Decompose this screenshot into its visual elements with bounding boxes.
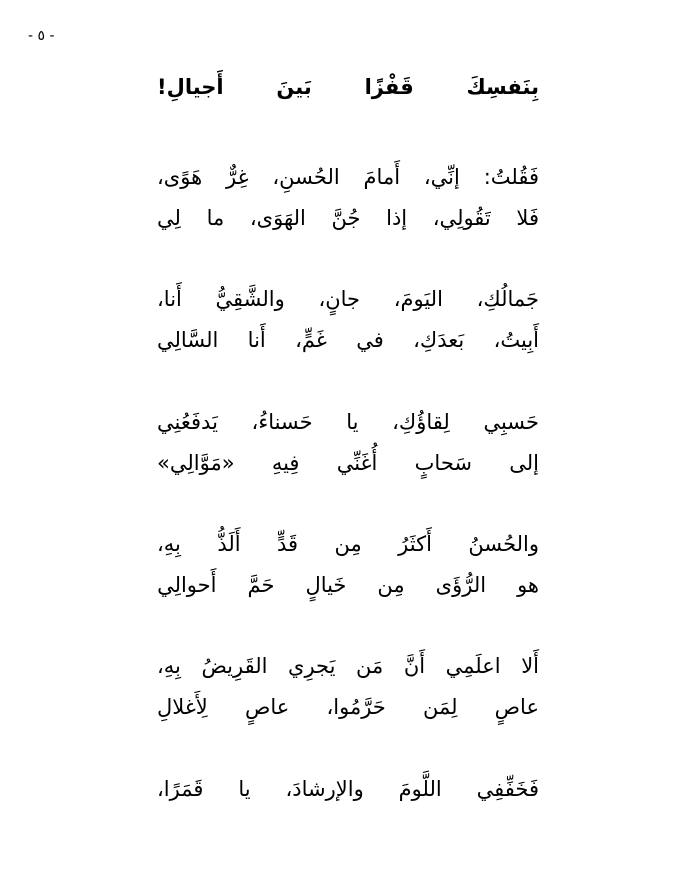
poem-line [157, 405, 539, 439]
poem-word: يَدفَعُنِي [157, 410, 218, 434]
poem-word: والشَّقِيُّ [215, 287, 285, 311]
poem-word: لِمَن [422, 695, 458, 719]
poem-word: فِيهِ [271, 451, 300, 475]
poem-word: لِقاؤُكِ، [392, 410, 450, 434]
poem-word: هَوًى، [157, 165, 203, 189]
poem-word: بِهِ، [157, 532, 181, 556]
poem-word: غِرٌّ [225, 165, 249, 189]
poem-word: مَن [356, 654, 384, 678]
poem-word: بِهِ، [157, 654, 181, 678]
poem-word: حَمَّ [247, 573, 275, 597]
poem-word: بِنَفسِكَ [466, 75, 539, 99]
poem-word: يا [238, 777, 251, 801]
poem-line [157, 690, 539, 724]
poem-word: اعلَمِي [445, 654, 501, 678]
page-number: - ٥ - [28, 28, 55, 44]
poem-word: أَكثَرُ [398, 532, 432, 556]
poem-word: «مَوَّالِي» [157, 451, 235, 475]
poem-word: أَحوالِي [157, 573, 217, 597]
poem-line [157, 323, 539, 357]
poem-line [157, 568, 539, 602]
poem-word: هو [517, 573, 539, 597]
poem-word: أَنَّ [403, 654, 426, 678]
poem-word: اللَّومَ [398, 777, 442, 801]
poem-word: أَبِيتُ، [493, 328, 539, 352]
poem-word: الرُّؤَى [435, 573, 487, 597]
poem-word: الحُسنِ، [272, 165, 340, 189]
poem-word: قَدٍّ [277, 532, 299, 556]
poem-word: في [356, 328, 384, 352]
poem-word: يَجرِي [288, 654, 336, 678]
poem-line [157, 160, 539, 194]
poem-word: إذا [386, 206, 408, 230]
poem-word: القَرِيضُ [201, 654, 268, 678]
poem-word: قَفْزًا [364, 75, 414, 99]
poem-word: أُغَنِّي [336, 451, 378, 475]
poem-word: حَسبِي [483, 410, 539, 434]
poem-word: اليَومَ، [393, 287, 443, 311]
poem-word: بَعدَكِ، [413, 328, 465, 352]
poem-word: أَنا، [157, 287, 182, 311]
poem-word: فَلا [516, 206, 539, 230]
poem-word: حَسناءُ، [251, 410, 313, 434]
poem-word: إنِّي، [423, 165, 460, 189]
poem-word: فَقُلتُ: [483, 165, 539, 189]
poem-line [157, 527, 539, 561]
poem-word: عاصٍ [494, 695, 539, 719]
poem-line [157, 70, 539, 104]
poem-word: بَينَ [276, 75, 312, 99]
poem-word: فَخَفِّفِي [476, 777, 539, 801]
poem-word: والإرشادَ، [285, 777, 364, 801]
poem-word: مِن [377, 573, 405, 597]
poem-word: جُنَّ [331, 206, 361, 230]
poem-word: أَنا [247, 328, 266, 352]
poem-word: حَرَّمُوا، [326, 695, 386, 719]
poem-word: يا [346, 410, 359, 434]
poem-word: جانٍ، [318, 287, 361, 311]
poem-line [157, 201, 539, 235]
poem-word: سَحابٍ [414, 451, 472, 475]
poem-word: لِي [157, 206, 181, 230]
poem-word: عاصٍ [244, 695, 290, 719]
poem-word: غَمٍّ، [295, 328, 327, 352]
poem-word: أَلَذُّ [217, 532, 241, 556]
poem-line [157, 446, 539, 480]
poem-word: تَقُولِي، [432, 206, 491, 230]
poem-word: أَلا [521, 654, 539, 678]
poem-line [157, 772, 539, 806]
poem-word: ما [206, 206, 225, 230]
poem-word: خَيالٍ [305, 573, 347, 597]
poem-word: إلى [509, 451, 539, 475]
poem-word: الهَوَى، [249, 206, 306, 230]
poem-word: أَجيالِ! [157, 75, 224, 99]
poem-word: لِأَغلالِ [157, 695, 208, 719]
poem-word: قَمَرًا، [157, 777, 204, 801]
poem-word: جَمالُكِ، [476, 287, 539, 311]
poem-word: أَمامَ [363, 165, 401, 189]
poem-line [157, 649, 539, 683]
poem-word: مِن [334, 532, 362, 556]
poem-line [157, 282, 539, 316]
poem-word: والحُسنُ [468, 532, 539, 556]
poem-word: السَّالِي [157, 328, 219, 352]
